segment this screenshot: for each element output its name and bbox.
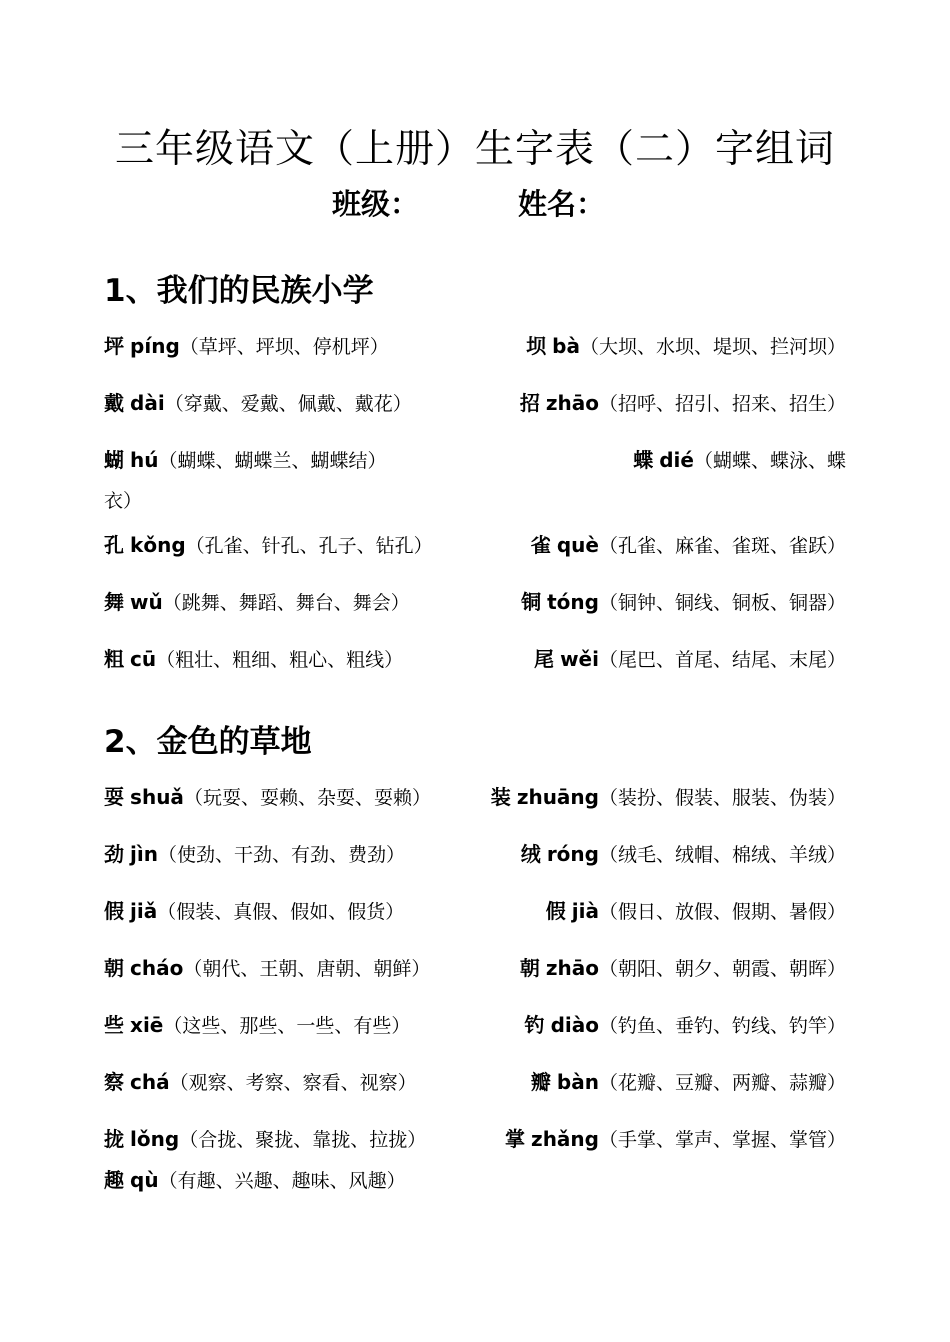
word-list: （草坪、坪坝、停机坪） <box>179 336 389 358</box>
pinyin: què <box>556 533 599 557</box>
vocab-entry <box>520 952 846 981</box>
section-heading: 2、金色的草地 <box>104 724 312 760</box>
vocab-entry <box>104 1009 410 1038</box>
word-list: （合拢、聚拢、靠拢、拉拢） <box>179 1129 427 1151</box>
word-list: （穿戴、爱戴、佩戴、戴花） <box>164 393 412 415</box>
hanzi: 粗 <box>104 647 124 671</box>
word-list: （玩耍、耍赖、杂耍、耍赖） <box>183 787 431 809</box>
hanzi: 朝 <box>519 956 540 980</box>
vocab-entry <box>104 1164 406 1193</box>
wrapped-text: 衣） <box>104 490 143 512</box>
pinyin: zhāo <box>545 391 599 415</box>
vocab-entry <box>104 330 389 359</box>
pinyin: qù <box>130 1168 159 1192</box>
word-list: （朝代、王朝、唐朝、朝鲜） <box>183 958 431 980</box>
word-list: （观察、考察、察看、视察） <box>169 1072 417 1094</box>
word-list: （大坝、水坝、堤坝、拦河坝） <box>579 336 846 358</box>
hanzi: 铜 <box>521 590 542 614</box>
pinyin: jià <box>571 899 599 923</box>
pinyin: cū <box>130 647 157 671</box>
hanzi: 舞 <box>104 590 124 614</box>
hanzi: 趣 <box>104 1168 124 1192</box>
hanzi: 掌 <box>505 1127 525 1151</box>
pinyin: róng <box>546 842 599 866</box>
pinyin: kǒng <box>130 533 186 557</box>
hanzi: 察 <box>104 1070 124 1094</box>
hanzi: 蝴 <box>104 448 124 472</box>
vocab-entry <box>526 330 846 359</box>
hanzi: 朝 <box>104 956 124 980</box>
vocab-entry <box>104 1066 417 1095</box>
pinyin: chá <box>130 1070 170 1094</box>
pinyin: dài <box>130 391 165 415</box>
hanzi: 孔 <box>104 533 124 557</box>
vocab-entry <box>104 838 405 867</box>
word-list: （手掌、掌声、掌握、掌管） <box>598 1129 846 1151</box>
pinyin: píng <box>130 334 180 358</box>
pinyin: tóng <box>547 590 599 614</box>
vocab-entry <box>546 895 846 924</box>
vocab-entry <box>534 643 846 672</box>
hanzi: 耍 <box>104 785 124 809</box>
word-list: （钓鱼、垂钓、钓线、钓竿） <box>598 1015 846 1037</box>
pinyin: dié <box>659 448 694 472</box>
vocab-entry <box>491 781 846 810</box>
hanzi: 钓 <box>524 1013 545 1037</box>
hanzi: 雀 <box>530 533 551 557</box>
pinyin: zhǎng <box>531 1127 599 1151</box>
word-list: （蝴蝶、蝴蝶兰、蝴蝶结） <box>158 450 387 472</box>
hanzi: 拢 <box>104 1127 124 1151</box>
pinyin: shuǎ <box>130 785 184 809</box>
hanzi: 装 <box>490 785 511 809</box>
pinyin: lǒng <box>130 1127 180 1151</box>
hanzi: 坪 <box>104 334 124 358</box>
vocab-entry <box>104 643 403 672</box>
pinyin: cháo <box>130 956 184 980</box>
word-list: （尾巴、首尾、结尾、末尾） <box>598 649 846 671</box>
word-list: （孔雀、麻雀、雀斑、雀跃） <box>598 535 846 557</box>
vocab-entry <box>104 529 433 558</box>
vocab-entry <box>633 444 846 473</box>
hanzi: 些 <box>104 1013 124 1037</box>
word-list: （跳舞、舞蹈、舞台、舞会） <box>162 592 410 614</box>
word-list: （粗壮、粗细、粗心、粗线） <box>156 649 404 671</box>
hanzi: 绒 <box>520 842 541 866</box>
hanzi: 假 <box>104 899 124 923</box>
pinyin: xiē <box>130 1013 164 1037</box>
vocab-entry <box>531 529 846 558</box>
word-list: （孔雀、针孔、孔子、钻孔） <box>185 535 433 557</box>
hanzi: 招 <box>519 391 540 415</box>
pinyin: bà <box>552 334 580 358</box>
vocab-entry <box>505 1123 846 1152</box>
pinyin: zhuāng <box>516 785 599 809</box>
hanzi: 假 <box>545 899 566 923</box>
vocab-entry <box>521 838 846 867</box>
pinyin: jìn <box>130 842 158 866</box>
class-label: 班级： <box>332 187 420 221</box>
vocab-entry <box>104 1123 426 1152</box>
vocab-entry <box>104 781 431 810</box>
hanzi: 戴 <box>104 391 124 415</box>
hanzi: 坝 <box>526 334 547 358</box>
vocab-entry <box>104 387 412 416</box>
word-list: （装扮、假装、服装、伪装） <box>598 787 846 809</box>
pinyin: hú <box>130 448 159 472</box>
page-title: 三年级语文（上册）生字表（二）字组词 <box>114 127 835 172</box>
section-heading: 1、我们的民族小学 <box>104 273 374 309</box>
word-list: （花瓣、豆瓣、两瓣、蒜瓣） <box>598 1072 846 1094</box>
word-list: （有趣、兴趣、趣味、风趣） <box>158 1170 406 1192</box>
pinyin: jiǎ <box>130 899 158 923</box>
hanzi: 尾 <box>534 647 555 671</box>
word-list: （这些、那些、一些、有些） <box>163 1015 411 1037</box>
vocab-entry <box>104 895 404 924</box>
vocab-entry <box>104 444 387 473</box>
word-list: （绒毛、绒帽、棉绒、羊绒） <box>598 844 846 866</box>
vocab-entry <box>525 1009 846 1038</box>
name-label: 姓名： <box>518 187 606 221</box>
hanzi: 瓣 <box>530 1070 551 1094</box>
word-list: （朝阳、朝夕、朝霞、朝晖） <box>598 958 846 980</box>
word-list: （招呼、招引、招来、招生） <box>598 393 846 415</box>
vocab-entry <box>104 952 430 981</box>
word-list: （蝴蝶、蝶泳、蝶 <box>693 450 846 472</box>
pinyin: bàn <box>556 1070 599 1094</box>
pinyin: diào <box>550 1013 599 1037</box>
vocab-entry <box>531 1066 846 1095</box>
vocab-entry <box>521 586 846 615</box>
pinyin: wǔ <box>130 590 163 614</box>
word-list: （使劲、干劲、有劲、费劲） <box>158 844 406 866</box>
word-list: （假装、真假、假如、假货） <box>157 901 405 923</box>
pinyin: wěi <box>560 647 599 671</box>
vocab-entry <box>520 387 846 416</box>
hanzi: 劲 <box>104 842 124 866</box>
word-list: （铜钟、铜线、铜板、铜器） <box>598 592 846 614</box>
hanzi: 蝶 <box>633 448 654 472</box>
pinyin: zhāo <box>545 956 599 980</box>
vocab-entry <box>104 586 410 615</box>
word-list: （假日、放假、假期、暑假） <box>598 901 846 923</box>
